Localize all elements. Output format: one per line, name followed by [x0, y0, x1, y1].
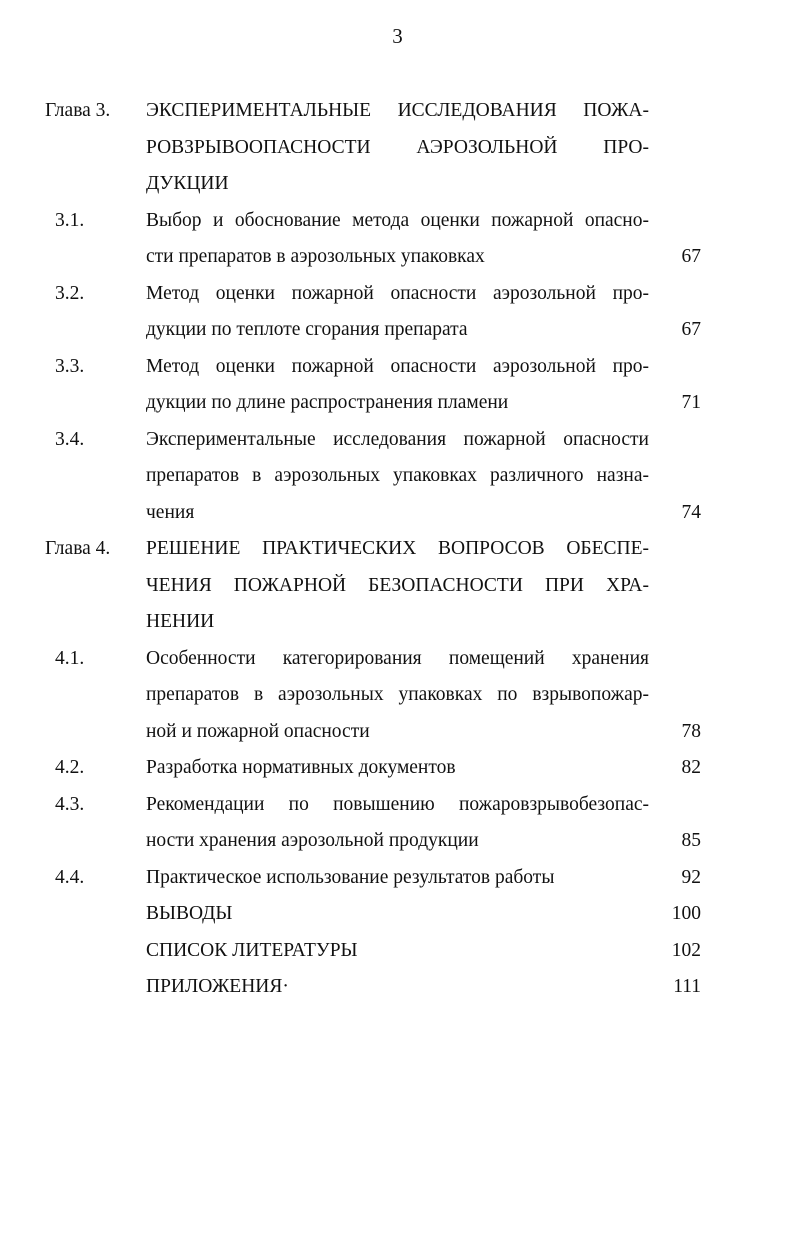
- toc-line: [0, 531, 795, 568]
- toc-page-number: 85: [681, 830, 701, 851]
- toc-line-text: препаратов в аэрозольных упаковках по взрывопожар-: [146, 684, 649, 705]
- toc-line: [0, 823, 795, 860]
- toc-line-text: НЕНИИ: [146, 611, 215, 632]
- toc-chapter: [0, 93, 795, 203]
- toc-line-text: Особенности категорирования помещений хранения: [146, 647, 649, 669]
- toc-line: [0, 641, 795, 678]
- toc-line-text: дукции по теплоте сгорания препарата: [146, 319, 468, 340]
- toc-line-text: РЕШЕНИЕ ПРАКТИЧЕСКИХ ВОПРОСОВ ОБЕСПЕ-: [146, 538, 649, 559]
- toc-line-text: ДУКЦИИ: [146, 173, 229, 194]
- toc-line-text: дукции по длине распространения пламени: [146, 392, 509, 413]
- toc-line-text: ЭКСПЕРИМЕНТАЛЬНЫЕ ИССЛЕДОВАНИЯ ПОЖА-: [146, 100, 649, 121]
- toc-line-text: Метод оценки пожарной опасности аэрозольной про-: [146, 282, 649, 304]
- toc-line-text: препаратов в аэрозольных упаковках различного назна-: [146, 465, 649, 486]
- section-number: 4.1.: [55, 647, 85, 669]
- toc-section: [0, 787, 795, 860]
- toc-page-number: 82: [681, 757, 701, 778]
- toc-page-number: 67: [681, 246, 701, 267]
- section-number: 4.4.: [55, 866, 85, 888]
- toc-line: [0, 312, 795, 349]
- toc-line-text: Выбор и обоснование метода оценки пожарной опасно-: [146, 209, 649, 231]
- section-number: 3.4.: [55, 428, 85, 450]
- toc-line: [0, 385, 795, 422]
- toc-line: [0, 604, 795, 641]
- toc-page-number: 100: [671, 903, 701, 924]
- toc-line: [0, 422, 795, 459]
- toc-section: [0, 422, 795, 532]
- chapter-number: Глава 4.: [45, 538, 111, 559]
- toc-line: [0, 349, 795, 386]
- toc-line-text: СПИСОК ЛИТЕРАТУРЫ: [146, 939, 358, 961]
- toc-line-text: Практическое использование результатов работы: [146, 866, 555, 888]
- toc-section: [0, 349, 795, 422]
- toc-line: [0, 239, 795, 276]
- toc-back-matter: [0, 933, 795, 970]
- toc-line-text: чения: [146, 501, 195, 523]
- toc-line: [0, 93, 795, 130]
- toc-line: [0, 860, 795, 897]
- toc-section: [0, 641, 795, 751]
- section-number: 4.2.: [55, 757, 85, 778]
- toc-line-text: ПРИЛОЖЕНИЯ·: [146, 976, 289, 997]
- toc-line-text: Метод оценки пожарной опасности аэрозольной про-: [146, 355, 649, 377]
- toc-line: [0, 750, 795, 787]
- toc-chapter: [0, 531, 795, 641]
- page-number: 3: [392, 24, 403, 48]
- toc-line: [0, 933, 795, 970]
- toc-back-matter: [0, 896, 795, 933]
- toc-page-number: 92: [681, 866, 701, 888]
- toc-section: [0, 276, 795, 349]
- toc-line: [0, 166, 795, 203]
- toc-line: [0, 203, 795, 240]
- section-number: 3.3.: [55, 355, 85, 377]
- toc-page-number: 71: [681, 392, 701, 413]
- toc-line-text: Разработка нормативных документов: [146, 757, 456, 778]
- section-number: 3.2.: [55, 282, 85, 304]
- toc-line: [0, 495, 795, 532]
- toc-line-text: ЧЕНИЯ ПОЖАРНОЙ БЕЗОПАСНОСТИ ПРИ ХРА-: [146, 574, 649, 596]
- toc-line: [0, 130, 795, 167]
- toc-page-number: 111: [673, 976, 701, 997]
- toc-section: [0, 203, 795, 276]
- toc-line: [0, 677, 795, 714]
- toc-line: [0, 276, 795, 313]
- toc-page-number: 78: [681, 720, 701, 742]
- toc-page-number: 102: [671, 939, 701, 961]
- toc-line: [0, 787, 795, 824]
- toc-line-text: ВЫВОДЫ: [146, 903, 233, 924]
- toc-line-text: Рекомендации по повышению пожаровзрывобезопас-: [146, 793, 649, 815]
- toc-page-number: 67: [681, 319, 701, 340]
- table-of-contents: [0, 93, 795, 1006]
- toc-line: [0, 714, 795, 751]
- section-number: 3.1.: [55, 209, 85, 231]
- section-number: 4.3.: [55, 793, 85, 815]
- toc-line-text: ной и пожарной опасности: [146, 720, 370, 742]
- chapter-number: Глава 3.: [45, 100, 111, 121]
- toc-back-matter: [0, 969, 795, 1006]
- toc-page-number: 74: [681, 501, 701, 523]
- toc-line-text: ности хранения аэрозольной продукции: [146, 830, 479, 851]
- toc-line: [0, 568, 795, 605]
- toc-line: [0, 458, 795, 495]
- toc-line: [0, 896, 795, 933]
- toc-line-text: РОВЗРЫВООПАСНОСТИ АЭРОЗОЛЬНОЙ ПРО-: [146, 136, 649, 158]
- toc-section: [0, 750, 795, 787]
- toc-line: [0, 969, 795, 1006]
- toc-section: [0, 860, 795, 897]
- toc-line-text: сти препаратов в аэрозольных упаковках: [146, 246, 485, 267]
- toc-line-text: Экспериментальные исследования пожарной опасности: [146, 428, 649, 450]
